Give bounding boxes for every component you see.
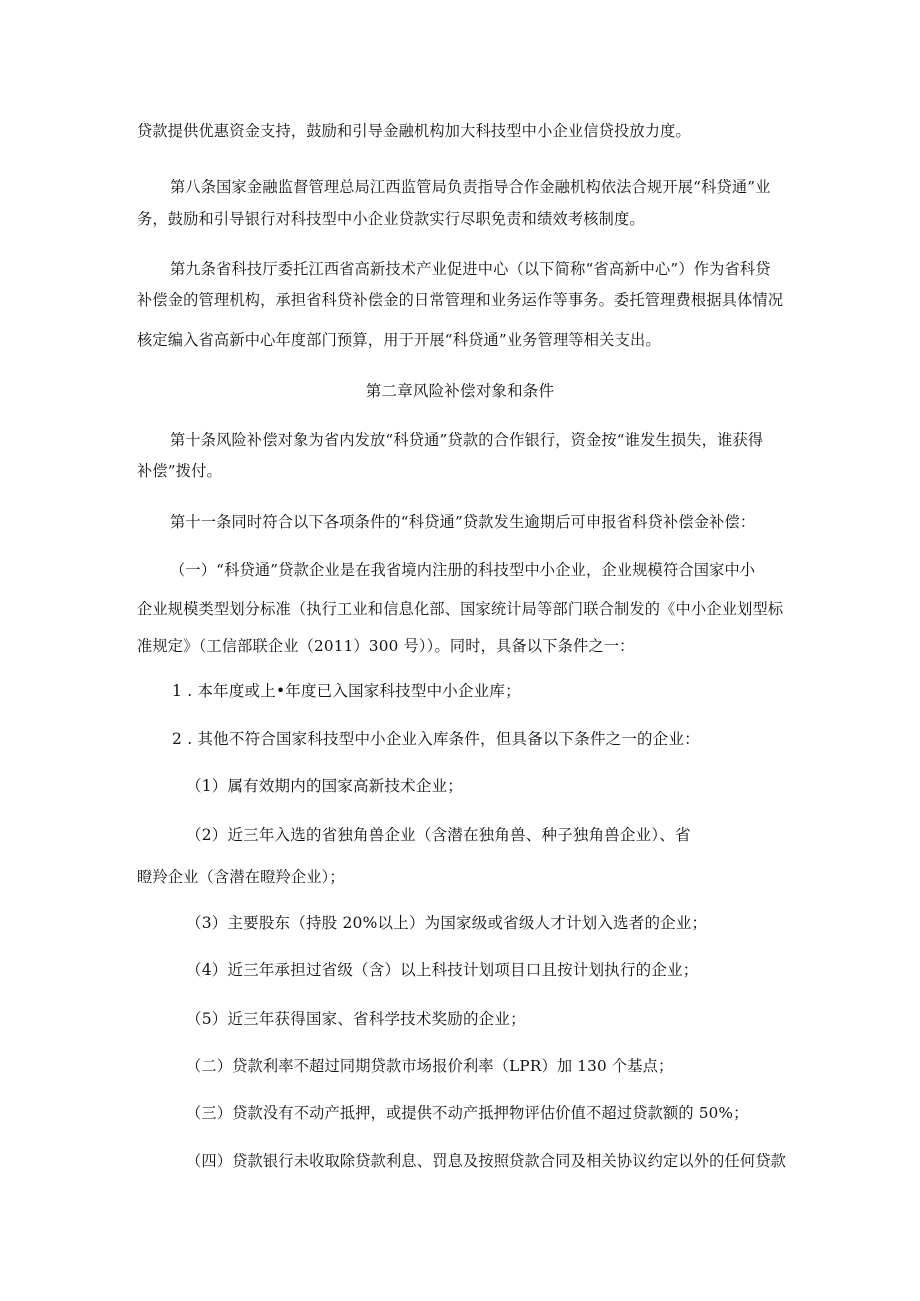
chapter-heading: 第二章风险补偿对象和条件	[365, 382, 555, 400]
article-8-line-2: 务，鼓励和引导银行对科技型中小企业贷款实行尽职免责和绩效考核制度。	[137, 210, 645, 228]
condition-3: （三）贷款没有不动产抵押，或提供不动产抵押物评估价值不超过贷款额的 50%；	[186, 1104, 749, 1122]
numbered-item-1: 1 . 本年度或上•年度已入国家科技型中小企业库；	[172, 682, 521, 700]
sub-item-3: （3）主要股东（持股 20%以上）为国家级或省级人才计划入选者的企业；	[186, 914, 708, 932]
sub-item-4: （4）近三年承担过省级（含）以上科技计划项目口且按计划执行的企业；	[186, 961, 699, 979]
sub-item-1: （1）属有效期内的国家高新技术企业；	[186, 777, 463, 795]
article-11-intro: 第十一条同时符合以下各项条件的“科贷通”贷款发生逾期后可申报省科贷补偿金补偿：	[170, 513, 756, 531]
article-9-line-1: 第九条省科技厅委托江西省高新技术产业促进中心（以下简称“省高新中心”）作为省科贷	[170, 260, 771, 278]
condition-1-line-2: 企业规模类型划分标准（执行工业和信息化部、国家统计局等部门联合制发的《中小企业划型标	[137, 600, 784, 618]
article-10-line-2: 补偿”拨付。	[137, 462, 222, 480]
condition-2: （二）贷款利率不超过同期贷款市场报价利率（LPR）加 130 个基点；	[186, 1057, 674, 1075]
article-8-line-1: 第八条国家金融监督管理总局江西监管局负责指导合作金融机构依法合规开展“科贷通”业	[170, 178, 771, 196]
sub-item-2-line-1: （2）近三年入选的省独角兽企业（含潜在独角兽、种子独角兽企业）、省	[186, 826, 691, 844]
sub-item-2-line-2: 瞪羚企业（含潜在瞪羚企业）；	[137, 868, 345, 886]
condition-4: （四）贷款银行未收取除贷款利息、罚息及按照贷款合同及相关协议约定以外的任何贷款	[186, 1152, 787, 1170]
sub-item-5: （5）近三年获得国家、省科学技术奖励的企业；	[186, 1010, 526, 1028]
paragraph-line: 贷款提供优惠资金支持，鼓励和引导金融机构加大科技型中小企业信贷投放力度。	[137, 122, 691, 140]
condition-1-line-3: 准规定》（工信部联企业（2011）300 号））。同时，具备以下条件之一：	[137, 637, 635, 655]
article-9-line-3: 核定编入省高新中心年度部门预算，用于开展“科贷通”业务管理等相关支出。	[137, 331, 661, 349]
numbered-item-2: 2 . 其他不符合国家科技型中小企业入库条件，但具备以下条件之一的企业：	[172, 730, 700, 748]
article-10-line-1: 第十条风险补偿对象为省内发放“科贷通”贷款的合作银行，资金按“谁发生损失，谁获得	[170, 431, 764, 449]
article-9-line-2: 补偿金的管理机构，承担省科贷补偿金的日常管理和业务运作等事务。委托管理费根据具体情况	[137, 291, 784, 309]
condition-1-line-1: （一）“科贷通”贷款企业是在我省境内注册的科技型中小企业，企业规模符合国家中小	[170, 561, 756, 579]
